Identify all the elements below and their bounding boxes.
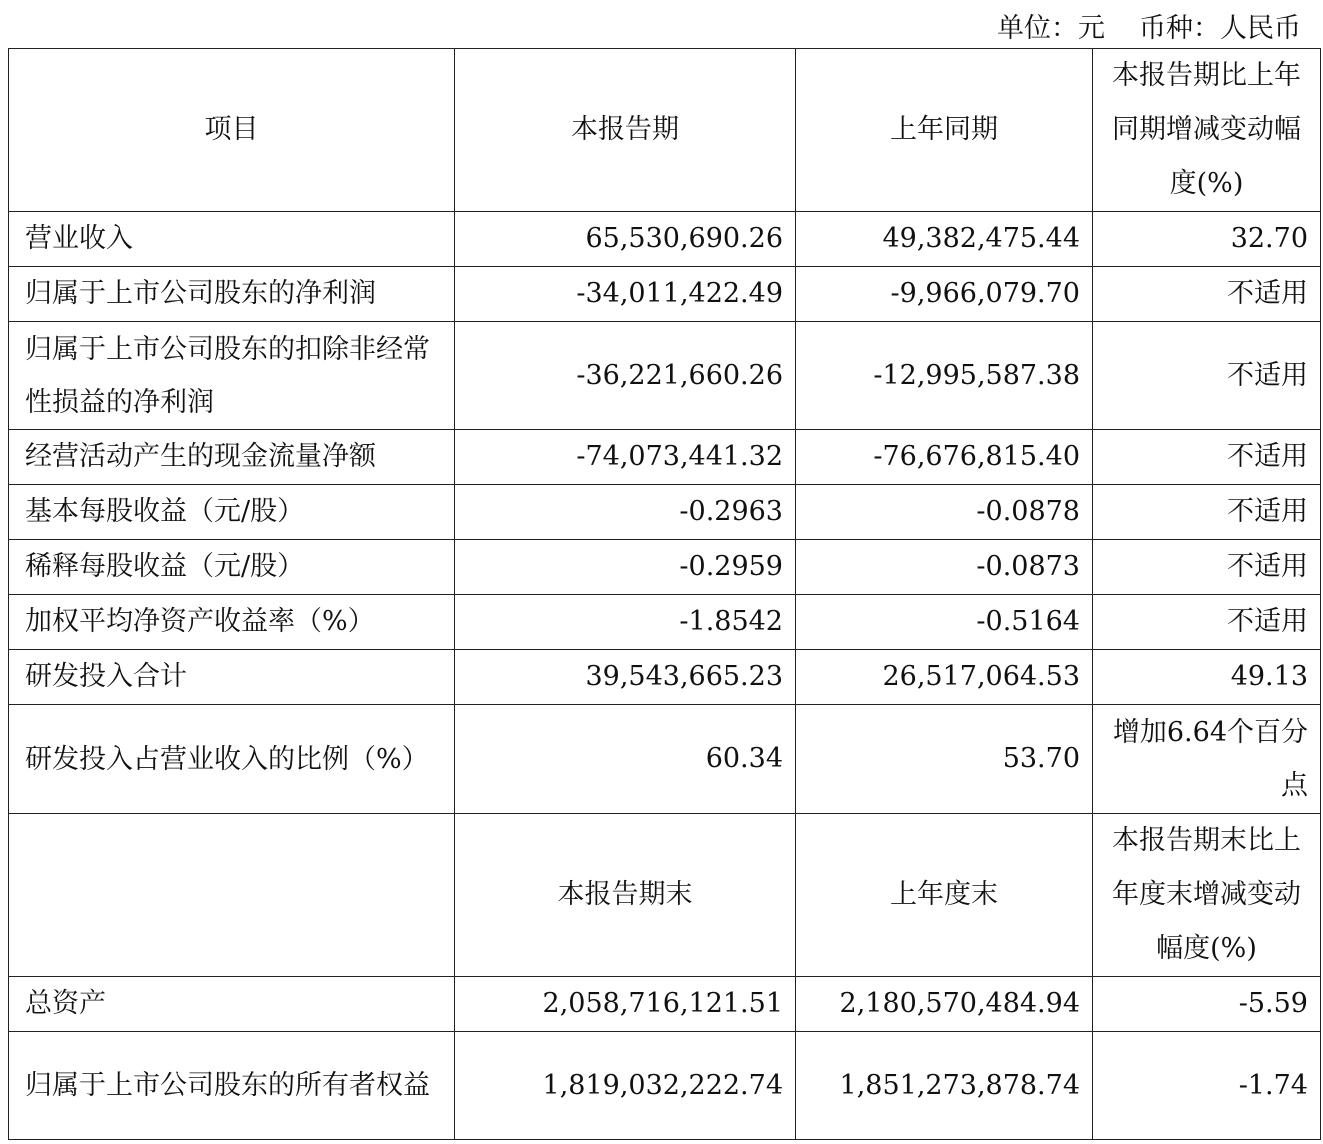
row-prior: 1,851,273,878.74 xyxy=(796,1032,1093,1140)
row-item: 加权平均净资产收益率（%） xyxy=(9,595,455,650)
row-change: 32.70 xyxy=(1093,212,1321,267)
header-item: 项目 xyxy=(9,49,455,212)
row-current: -0.2963 xyxy=(455,485,796,540)
row-item: 总资产 xyxy=(9,977,455,1032)
row-prior: -9,966,079.70 xyxy=(796,267,1093,322)
row-current: 2,058,716,121.51 xyxy=(455,977,796,1032)
table-row xyxy=(9,1032,1321,1140)
row-change: -5.59 xyxy=(1093,977,1321,1032)
row-prior: -0.0878 xyxy=(796,485,1093,540)
table-row xyxy=(9,650,1321,705)
table-row xyxy=(9,485,1321,540)
header2-item xyxy=(9,814,455,977)
table-row xyxy=(9,212,1321,267)
currency-label: 币种：人民币 xyxy=(1139,13,1301,44)
row-item: 研发投入合计 xyxy=(9,650,455,705)
header2-current-period-end: 本报告期末 xyxy=(455,814,796,977)
row-current: -34,011,422.49 xyxy=(455,267,796,322)
row-current: 60.34 xyxy=(455,705,796,814)
table-row xyxy=(9,705,1321,814)
row-prior: 2,180,570,484.94 xyxy=(796,977,1093,1032)
header-change: 本报告期比上年同期增减变动幅度(%) xyxy=(1093,49,1321,212)
row-item: 经营活动产生的现金流量净额 xyxy=(9,430,455,485)
row-current: -1.8542 xyxy=(455,595,796,650)
row-prior: -0.0873 xyxy=(796,540,1093,595)
row-current: -74,073,441.32 xyxy=(455,430,796,485)
unit-line xyxy=(997,6,1301,45)
row-current: -36,221,660.26 xyxy=(455,322,796,430)
table-header-row-2 xyxy=(9,814,1321,977)
row-item: 归属于上市公司股东的扣除非经常性损益的净利润 xyxy=(9,322,455,430)
row-current: 39,543,665.23 xyxy=(455,650,796,705)
row-change: 不适用 xyxy=(1093,595,1321,650)
table-row xyxy=(9,977,1321,1032)
row-change: 不适用 xyxy=(1093,430,1321,485)
table-row xyxy=(9,430,1321,485)
header2-prior-year-end: 上年度末 xyxy=(796,814,1093,977)
row-current: 1,819,032,222.74 xyxy=(455,1032,796,1140)
financial-table xyxy=(8,48,1321,1140)
row-change: 不适用 xyxy=(1093,322,1321,430)
row-item: 研发投入占营业收入的比例（%） xyxy=(9,705,455,814)
header-prior-period: 上年同期 xyxy=(796,49,1093,212)
row-item: 营业收入 xyxy=(9,212,455,267)
table-row xyxy=(9,322,1321,430)
header2-change: 本报告期末比上年度末增减变动幅度(%) xyxy=(1093,814,1321,977)
row-change: -1.74 xyxy=(1093,1032,1321,1140)
row-prior: 53.70 xyxy=(796,705,1093,814)
row-item: 基本每股收益（元/股） xyxy=(9,485,455,540)
row-prior: -12,995,587.38 xyxy=(796,322,1093,430)
row-change: 增加6.64个百分点 xyxy=(1093,705,1321,814)
table-row xyxy=(9,540,1321,595)
table-header-row xyxy=(9,49,1321,212)
row-change: 49.13 xyxy=(1093,650,1321,705)
row-item: 稀释每股收益（元/股） xyxy=(9,540,455,595)
row-change: 不适用 xyxy=(1093,540,1321,595)
row-prior: -0.5164 xyxy=(796,595,1093,650)
row-current: -0.2959 xyxy=(455,540,796,595)
table-row xyxy=(9,267,1321,322)
row-prior: 49,382,475.44 xyxy=(796,212,1093,267)
row-item: 归属于上市公司股东的净利润 xyxy=(9,267,455,322)
table-row xyxy=(9,595,1321,650)
row-prior: -76,676,815.40 xyxy=(796,430,1093,485)
row-current: 65,530,690.26 xyxy=(455,212,796,267)
unit-label: 单位：元 xyxy=(997,13,1105,44)
row-item: 归属于上市公司股东的所有者权益 xyxy=(9,1032,455,1140)
row-change: 不适用 xyxy=(1093,485,1321,540)
row-prior: 26,517,064.53 xyxy=(796,650,1093,705)
row-change: 不适用 xyxy=(1093,267,1321,322)
header-current-period: 本报告期 xyxy=(455,49,796,212)
